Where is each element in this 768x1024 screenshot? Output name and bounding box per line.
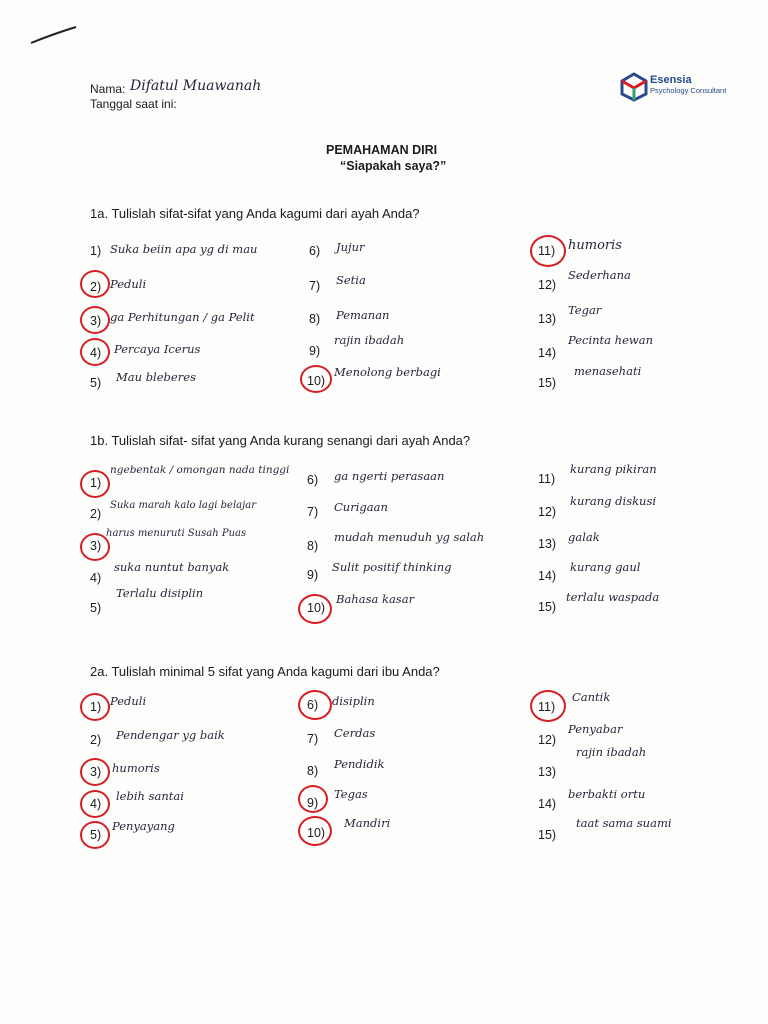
item-answer: Mandiri <box>344 816 391 830</box>
item-number: 13) <box>538 537 557 551</box>
item-number: 8) <box>307 764 319 778</box>
item-answer: disiplin <box>332 694 375 708</box>
item-answer: ga Perhitungan / ga Pelit <box>110 310 255 324</box>
item-answer: humoris <box>112 761 160 775</box>
item-answer: Pemanan <box>336 308 390 322</box>
red-circle-mark <box>80 306 110 334</box>
item-number: 7) <box>309 279 321 293</box>
item-number: 8) <box>307 539 319 553</box>
item-answer: menasehati <box>574 364 642 378</box>
item-number: 11) <box>538 472 556 486</box>
item-number: 8) <box>309 312 321 326</box>
item-number: 4) <box>90 346 102 360</box>
pen-mark <box>28 24 80 48</box>
item-number: 15) <box>538 600 557 614</box>
item-answer: Menolong berbagi <box>334 365 441 379</box>
date-label: Tanggal saat ini: <box>90 97 177 111</box>
item-number: 3) <box>90 765 102 779</box>
item-answer: ngebentak / omongan nada tinggi <box>110 464 290 476</box>
item-answer: Suka beiin apa yg di mau <box>110 242 258 256</box>
item-answer: kurang gaul <box>570 560 641 574</box>
question-1b: 1b. Tulislah sifat- sifat yang Anda kurang senangi dari ayah Anda? <box>90 433 471 448</box>
name-value: Difatul Muawanah <box>130 78 262 94</box>
item-number: 12) <box>538 505 557 519</box>
item-number: 9) <box>307 796 319 810</box>
item-answer: Pendidik <box>334 757 385 771</box>
item-number: 1) <box>90 700 102 714</box>
item-number: 9) <box>307 568 319 582</box>
item-number: 10) <box>307 826 326 840</box>
item-answer: Pecinta hewan <box>568 333 654 347</box>
item-answer: Setia <box>336 273 366 287</box>
item-number: 9) <box>309 344 321 358</box>
item-answer: Penyayang <box>112 819 175 833</box>
item-answer: lebih santai <box>116 789 184 803</box>
item-answer: terlalu waspada <box>566 590 660 604</box>
logo-name: Esensia <box>650 74 692 86</box>
item-number: 4) <box>90 797 102 811</box>
item-number: 14) <box>538 569 557 583</box>
item-answer: Pendengar yg baik <box>116 728 225 742</box>
question-2a: 2a. Tulislah minimal 5 sifat yang Anda kagumi dari ibu Anda? <box>90 664 440 679</box>
item-number: 6) <box>307 698 319 712</box>
item-answer: taat sama suami <box>576 816 672 830</box>
name-label: Nama: <box>90 82 126 96</box>
item-answer: kurang pikiran <box>570 462 657 476</box>
item-number: 3) <box>90 539 102 553</box>
item-answer: Tegas <box>334 787 368 801</box>
item-number: 10) <box>307 374 326 388</box>
item-number: 12) <box>538 278 557 292</box>
item-answer: Sederhana <box>568 268 631 282</box>
item-number: 10) <box>307 601 326 615</box>
logo-tagline: Psychology Consultant <box>650 86 727 95</box>
item-number: 6) <box>309 244 321 258</box>
red-circle-mark <box>298 594 332 624</box>
red-circle-mark <box>298 690 332 720</box>
red-circle-mark <box>530 690 566 722</box>
red-circle-mark <box>80 470 110 498</box>
red-circle-mark <box>80 821 110 849</box>
item-number: 15) <box>538 828 557 842</box>
esensia-logo-icon <box>620 72 648 102</box>
item-answer: Penyabar <box>568 722 623 736</box>
page-subtitle: “Siapakah saya?” <box>340 159 447 173</box>
item-number: 5) <box>90 601 102 615</box>
item-number: 14) <box>538 346 557 360</box>
red-circle-mark <box>80 758 110 786</box>
red-circle-mark <box>300 365 332 393</box>
question-1a: 1a. Tulislah sifat-sifat yang Anda kagumi dari ayah Anda? <box>90 206 420 221</box>
item-number: 3) <box>90 314 102 328</box>
item-number: 5) <box>90 376 102 390</box>
item-answer: rajin ibadah <box>576 745 647 759</box>
item-answer: kurang diskusi <box>570 494 657 508</box>
item-number: 7) <box>307 505 319 519</box>
item-answer: Jujur <box>336 240 365 254</box>
item-answer: ga ngerti perasaan <box>334 469 445 483</box>
red-circle-mark <box>80 790 110 818</box>
item-answer: Terlalu disiplin <box>116 586 204 600</box>
item-answer: Curigaan <box>334 500 388 514</box>
item-number: 12) <box>538 733 557 747</box>
item-answer: harus menuruti Susah Puas <box>106 528 247 539</box>
item-answer: Peduli <box>110 277 147 291</box>
item-answer: Tegar <box>568 303 602 317</box>
red-circle-mark <box>298 816 332 846</box>
item-number: 2) <box>90 280 102 294</box>
item-answer: Percaya Icerus <box>114 342 201 356</box>
item-answer: berbakti ortu <box>568 787 646 801</box>
item-number: 15) <box>538 376 557 390</box>
item-number: 13) <box>538 765 557 779</box>
item-number: 2) <box>90 507 102 521</box>
item-number: 4) <box>90 571 102 585</box>
item-answer: humoris <box>568 238 622 253</box>
red-circle-mark <box>298 785 328 813</box>
red-circle-mark <box>80 693 110 721</box>
item-answer: rajin ibadah <box>334 333 405 347</box>
red-circle-mark <box>80 533 110 561</box>
item-number: 14) <box>538 797 557 811</box>
item-number: 11) <box>538 700 556 714</box>
item-answer: Mau bleberes <box>116 370 196 384</box>
item-number: 6) <box>307 473 319 487</box>
item-number: 13) <box>538 312 557 326</box>
item-number: 2) <box>90 733 102 747</box>
item-answer: Sulit positif thinking <box>332 560 452 574</box>
item-answer: Peduli <box>110 694 147 708</box>
item-answer: Bahasa kasar <box>336 592 415 606</box>
item-answer: galak <box>568 530 600 544</box>
item-number: 1) <box>90 476 102 490</box>
item-answer: Suka marah kalo lagi belajar <box>110 500 256 511</box>
item-answer: Cantik <box>572 690 611 704</box>
item-number: 7) <box>307 732 319 746</box>
page-title: PEMAHAMAN DIRI <box>326 143 438 157</box>
item-answer: suka nuntut banyak <box>114 560 230 574</box>
item-answer: mudah menuduh yg salah <box>334 530 485 544</box>
item-number: 1) <box>90 244 102 258</box>
red-circle-mark <box>80 338 110 366</box>
red-circle-mark <box>530 235 566 267</box>
red-circle-mark <box>80 270 110 298</box>
item-number: 11) <box>538 244 556 258</box>
item-number: 5) <box>90 828 102 842</box>
item-answer: Cerdas <box>334 726 376 740</box>
